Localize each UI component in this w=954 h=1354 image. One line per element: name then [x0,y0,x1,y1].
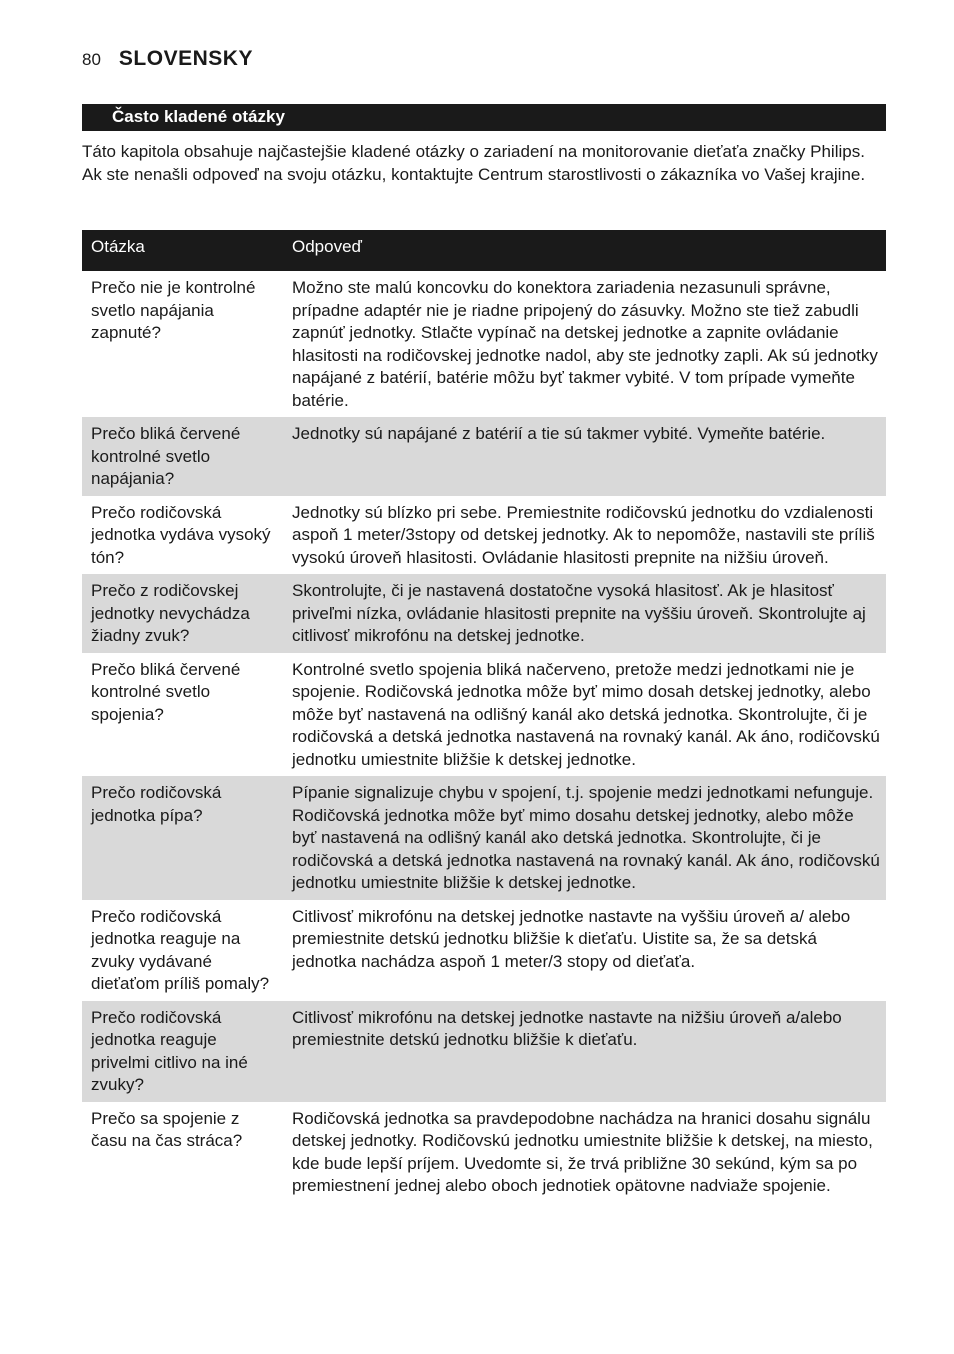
answer-cell: Citlivosť mikrofónu na detskej jednotke nastavte na vyššiu úroveň a/ alebo premiestnite detskú jednotku bližšie k dieťaťu. Uistite sa, že sa detská jednotka nachádza aspoň 1 meter/3 stopy od dieťaťa. [292,906,851,971]
table-row [82,496,886,575]
question-cell: Prečo z rodičovskej jednotky nevychádza žiadny zvuk? [91,581,250,645]
question-cell: Prečo nie je kontrolné svetlo napájania zapnuté? [91,278,256,342]
faq-table [82,230,886,1203]
answer-cell: Jednotky sú blízko pri sebe. Premiestnite rodičovskú jednotku do vzdialenosti aspoň 1 meter/3stopy od detskej jednotky. Ak to nepomôže, nastavili ste príliš vysokú úroveň hlasitosti. Ovládanie hlasitosti prepnite na nižšiu úroveň. [292,502,875,567]
answer-cell: Jednotky sú napájané z batérií a tie sú takmer vybité. Vymeňte batérie. [292,424,826,443]
table-row [82,417,886,496]
column-header-answer: Odpoveď [292,237,362,256]
table-row [82,1102,886,1203]
table-row [82,900,886,1001]
question-cell: Prečo rodičovská jednotka pípa? [91,783,222,825]
table-row [82,271,886,417]
language-heading: SLOVENSKY [118,47,253,70]
section-title-bar [82,104,886,131]
question-cell: Prečo bliká červené kontrolné svetlo napájania? [91,424,241,488]
answer-cell: Kontrolné svetlo spojenia bliká načerveno, pretože medzi jednotkami nie je spojenie. Rodičovská jednotka môže byť mimo dosah detskej jednotky, alebo môže byť nastavená na odlišný kanál ako detská jednotka. Skontrolujte, či je rodičovská a detská jednotka nastavená na rovnaký kanál. Ak áno, rodičovskú jednotku umiestnite bližšie k detskej jednotke. [292,659,880,769]
page-number: 80 [82,50,101,69]
table-row [82,776,886,900]
section-title: Často kladené otázky [112,107,285,126]
question-cell: Prečo rodičovská jednotka vydáva vysoký tón? [91,502,271,567]
answer-cell: Skontrolujte, či je nastavená dostatočne vysoká hlasitosť. Ak je hlasitosť priveľmi nízka, ovládanie hlasitosti prepnite na vyššiu úroveň. Skontrolujte aj citlivosť mikrofónu na detskej jednotke. [292,581,866,645]
answer-cell: Možno ste malú koncovku do konektora zariadenia nezasunuli správne, prípadne adaptér nie je riadne pripojený do zásuvky. Možno ste tiež zabudli zapnúť jednotky. Stlačte vypínač na detskej jednotke a zapnite ovládanie hlasitosti na rodičovskej jednotke nadol, aby ste jednotky zapli. Ak sú jednotky napájané z batérií, batérie môžu byť takmer vybité. V tom prípade vymeňte batérie. [292,278,878,410]
page-header [82,47,253,71]
question-cell: Prečo sa spojenie z času na čas stráca? [91,1108,243,1150]
answer-cell: Citlivosť mikrofónu na detskej jednotke nastavte na nižšiu úroveň a/alebo premiestnite detskú jednotku bližšie k dieťaťu. [292,1007,842,1049]
answer-cell: Pípanie signalizuje chybu v spojení, t.j. spojenie medzi jednotkami nefunguje. Rodičovská jednotka môže byť mimo dosahu detskej jednotky, alebo môže byť nastavená na odlišný kanál ako detská jednotka. Skontrolujte, či je rodičovská a detská jednotka nastavená na rovnaký kanál. Ak áno, rodičovskú jednotku umiestnite bližšie k detskej jednotke. [292,783,880,892]
column-header-question: Otázka [91,237,145,256]
answer-cell: Rodičovská jednotka sa pravdepodobne nachádza na hranici dosahu signálu detskej jednotky. Rodičovskú jednotku umiestnite bližšie k detskej, na miesto, kde bude lepší príjem. Uvedomte si, že trvá približne 30 sekúnd, kým sa po premiestnení jednej alebo oboch jednotiek opätovne nadviaže spojenie. [292,1108,873,1195]
table-row [82,574,886,653]
faq-table-header [82,230,886,271]
question-cell: Prečo bliká červené kontrolné svetlo spojenia? [91,659,241,724]
question-cell: Prečo rodičovská jednotka reaguje privelmi citlivo na iné zvuky? [91,1007,248,1094]
table-row [82,653,886,777]
table-row [82,1001,886,1102]
intro-paragraph: Táto kapitola obsahuje najčastejšie kladené otázky o zariadení na monitorovanie dieťaťa značky Philips. Ak ste nenašli odpoveď na svoju otázku, kontaktujte Centrum starostlivosti o zákazníka vo Vašej krajine. [82,142,866,184]
question-cell: Prečo rodičovská jednotka reaguje na zvuky vydávané dieťaťom príliš pomaly? [91,906,270,993]
